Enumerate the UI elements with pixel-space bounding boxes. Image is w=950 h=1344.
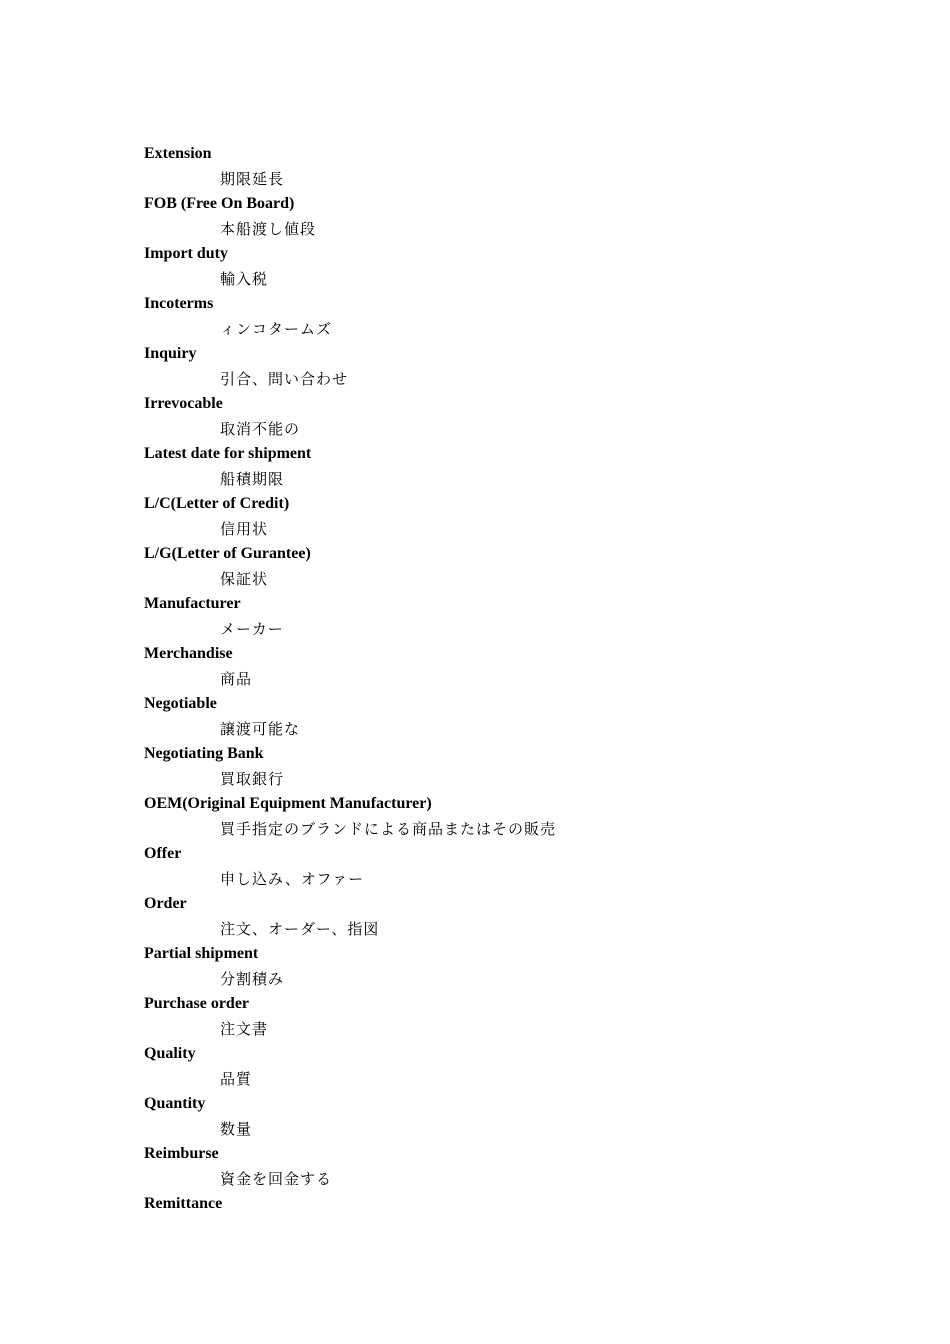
glossary-entry: [144, 193, 844, 243]
glossary-term: OEM(Original Equipment Manufacturer): [144, 795, 432, 812]
glossary-entry: [144, 243, 844, 293]
glossary-term: Merchandise: [144, 645, 233, 662]
glossary-translation: 買手指定のブランドによる商品またはその販売: [220, 820, 557, 838]
glossary-translation: 引合、問い合わせ: [220, 370, 349, 388]
glossary-term: Negotiating Bank: [144, 745, 264, 762]
glossary-term: Purchase order: [144, 995, 250, 1012]
glossary-entry: [144, 343, 844, 393]
glossary-term: FOB (Free On Board): [144, 195, 295, 212]
glossary-term: Manufacturer: [144, 595, 241, 612]
glossary-translation: 輸入税: [220, 270, 269, 288]
glossary-translation: 取消不能の: [220, 420, 301, 438]
glossary-translation: 注文、オーダー、指図: [220, 920, 380, 938]
glossary-translation: 品質: [220, 1070, 253, 1088]
glossary-entry: [144, 393, 844, 443]
glossary-entry: [144, 743, 844, 793]
glossary-term: Latest date for shipment: [144, 445, 312, 462]
glossary-translation: 譲渡可能な: [220, 720, 301, 738]
glossary-translation: メーカー: [220, 620, 284, 638]
glossary-entry: [144, 643, 844, 693]
glossary-entry: [144, 143, 844, 193]
glossary-translation: 申し込み、オファー: [220, 870, 365, 888]
glossary-entry: [144, 493, 844, 543]
glossary-term: Offer: [144, 845, 182, 862]
glossary-entry: [144, 993, 844, 1043]
glossary-entry: [144, 543, 844, 593]
glossary-entry: [144, 893, 844, 943]
glossary-term: Extension: [144, 145, 212, 162]
glossary-term: Import duty: [144, 245, 229, 262]
glossary-entry: [144, 1093, 844, 1143]
glossary-entry: [144, 843, 844, 893]
glossary-term: Reimburse: [144, 1145, 219, 1162]
glossary-translation: 買取銀行: [220, 770, 285, 788]
glossary-translation: 本船渡し値段: [220, 220, 317, 238]
glossary-term: Irrevocable: [144, 395, 223, 412]
glossary-entry: [144, 593, 844, 643]
glossary-translation: ィンコタームズ: [220, 320, 333, 338]
glossary-term: Remittance: [144, 1195, 223, 1212]
glossary-translation: 信用状: [220, 520, 269, 538]
glossary-term: Partial shipment: [144, 945, 259, 962]
glossary-entry: [144, 793, 844, 843]
glossary-translation: 期限延長: [220, 170, 285, 188]
glossary-term: Incoterms: [144, 295, 214, 312]
glossary-translation: 注文書: [220, 1020, 269, 1038]
glossary-term: Quantity: [144, 1095, 206, 1112]
glossary-list: [144, 143, 844, 1218]
glossary-term: Order: [144, 895, 187, 912]
glossary-entry: [144, 293, 844, 343]
glossary-translation: 分割積み: [220, 970, 285, 988]
glossary-translation: 船積期限: [220, 470, 285, 488]
glossary-term: Inquiry: [144, 345, 197, 362]
glossary-translation: 資金を回金する: [220, 1170, 333, 1188]
glossary-entry: [144, 693, 844, 743]
glossary-term: Negotiable: [144, 695, 217, 712]
glossary-term: Quality: [144, 1045, 196, 1062]
glossary-entry: [144, 1143, 844, 1193]
glossary-entry: [144, 1043, 844, 1093]
glossary-term: L/C(Letter of Credit): [144, 495, 290, 512]
glossary-entry: [144, 943, 844, 993]
glossary-term: L/G(Letter of Gurantee): [144, 545, 311, 562]
glossary-translation: 保証状: [220, 570, 269, 588]
glossary-entry: [144, 443, 844, 493]
glossary-entry: [144, 1193, 844, 1218]
glossary-translation: 商品: [220, 670, 253, 688]
glossary-translation: 数量: [220, 1120, 253, 1138]
